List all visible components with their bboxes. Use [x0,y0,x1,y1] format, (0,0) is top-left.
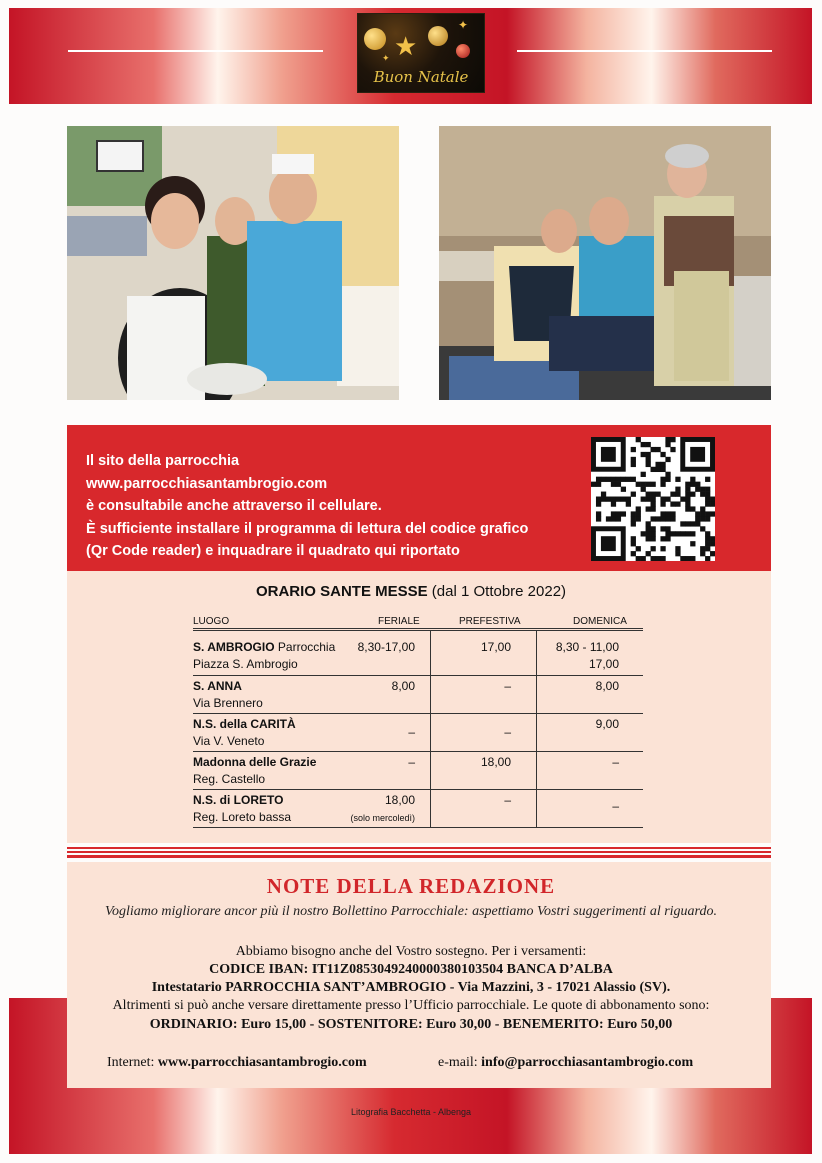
qr-code [591,437,715,561]
info-text [86,450,528,563]
photo-volunteers-left [67,126,399,400]
domenica-time: 9,00 [595,717,619,731]
internet-contact [107,1055,367,1071]
domenica-time: 8,00 [595,679,619,693]
feriale-time: 18,00 [384,793,415,807]
buon-natale-logo: ★ ✦ ✦ Buon Natale [357,13,485,93]
schedule-panel [67,571,771,843]
notes-alt: Altrimenti si può anche versare direttamente presso l’Ufficio parrocchiale. Le quote di abbonamento sono: [112,998,710,1013]
church-address: Piazza S. Ambrogio [193,657,298,671]
logo-text: Buon Natale [373,68,469,86]
feriale-time: 8,00 [391,679,415,693]
info-line: Il sito della parrocchia [86,453,240,469]
domenica-time: – [612,799,619,813]
church-address: Reg. Loreto bassa [193,810,292,824]
email-link[interactable]: info@parrocchiasantambrogio.com [481,1055,694,1070]
domenica-time-2: 17,00 [588,657,619,671]
col-header-feriale: FERIALE [378,616,420,627]
divider-stripes [67,847,771,859]
banner-rule-left [68,50,323,52]
church-address: Via Brennero [193,696,263,710]
prefestiva-time: – [504,793,511,807]
schedule-title [0,583,822,600]
banner-rule-right [517,50,772,52]
feriale-time: – [408,755,415,769]
schedule-title-bold: ORARIO SANTE MESSE [255,583,428,600]
feriale-time: 8,30-17,00 [357,640,415,654]
notes-quotes: ORDINARIO: Euro 15,00 - SOSTENITORE: Euro 30,00 - BENEMERITO: Euro 50,00 [149,1017,673,1032]
notes-title: NOTE DELLA REDAZIONE [266,874,556,898]
email-label: e-mail: [438,1055,482,1070]
photo-volunteers-right [439,126,771,400]
info-line: è consultabile anche attraverso il cellulare. [86,498,382,514]
internet-link[interactable]: www.parrocchiasantambrogio.com [157,1055,367,1070]
schedule-title-rest: (dal 1 Ottobre 2022) [427,583,567,600]
email-contact [438,1055,693,1071]
church-name: S. AMBROGIO [193,640,275,654]
prefestiva-time: 17,00 [480,640,511,654]
church-name: N.S. della CARITÀ [193,717,296,731]
info-line: (Qr Code reader) e inquadrare il quadrato qui riportato [86,543,460,559]
info-line-url: www.parrocchiasantambrogio.com [86,475,328,492]
church-name: N.S. di LORETO [193,793,284,807]
printer-credit: Litografia Bacchetta - Albenga [350,1107,472,1117]
notes-support: Abbiamo bisogno anche del Vostro sostegno. Per i versamenti: [235,944,587,959]
table-header-rule [193,628,643,629]
notes-subtitle: Vogliamo migliorare ancor più il nostro Bollettino Parrocchiale: aspettiamo Vostri suggerimenti al riguardo. [105,904,717,919]
info-line: È sufficiente installare il programma di lettura del codice grafico [86,520,529,537]
col-header-luogo: LUOGO [193,616,230,627]
notes-holder: Intestatario PARROCCHIA SANT’AMBROGIO - Via Mazzini, 3 - 17021 Alassio (SV). [151,980,671,995]
domenica-time: 8,30 - 11,00 [555,640,619,654]
church-address: Reg. Castello [193,772,266,786]
prefestiva-time: 18,00 [480,755,511,769]
feriale-note: (solo mercoledì) [350,813,415,823]
domenica-time: – [612,755,619,769]
col-header-prefestiva: PREFESTIVA [459,616,521,627]
notes-iban: CODICE IBAN: IT11Z0853049240000380103504 BANCA D’ALBA [209,962,613,977]
feriale-time: – [408,725,415,739]
star-icon: ★ [394,32,418,62]
col-header-domenica: DOMENICA [573,616,627,627]
church-name: Madonna delle Grazie [193,755,317,769]
church-address: Via V. Veneto [193,734,265,748]
prefestiva-time: – [504,725,511,739]
prefestiva-time: – [504,679,511,693]
church-name: S. ANNA [193,679,242,693]
church-name-rest: Parrocchia [274,640,336,654]
internet-label: Internet: [107,1055,158,1070]
